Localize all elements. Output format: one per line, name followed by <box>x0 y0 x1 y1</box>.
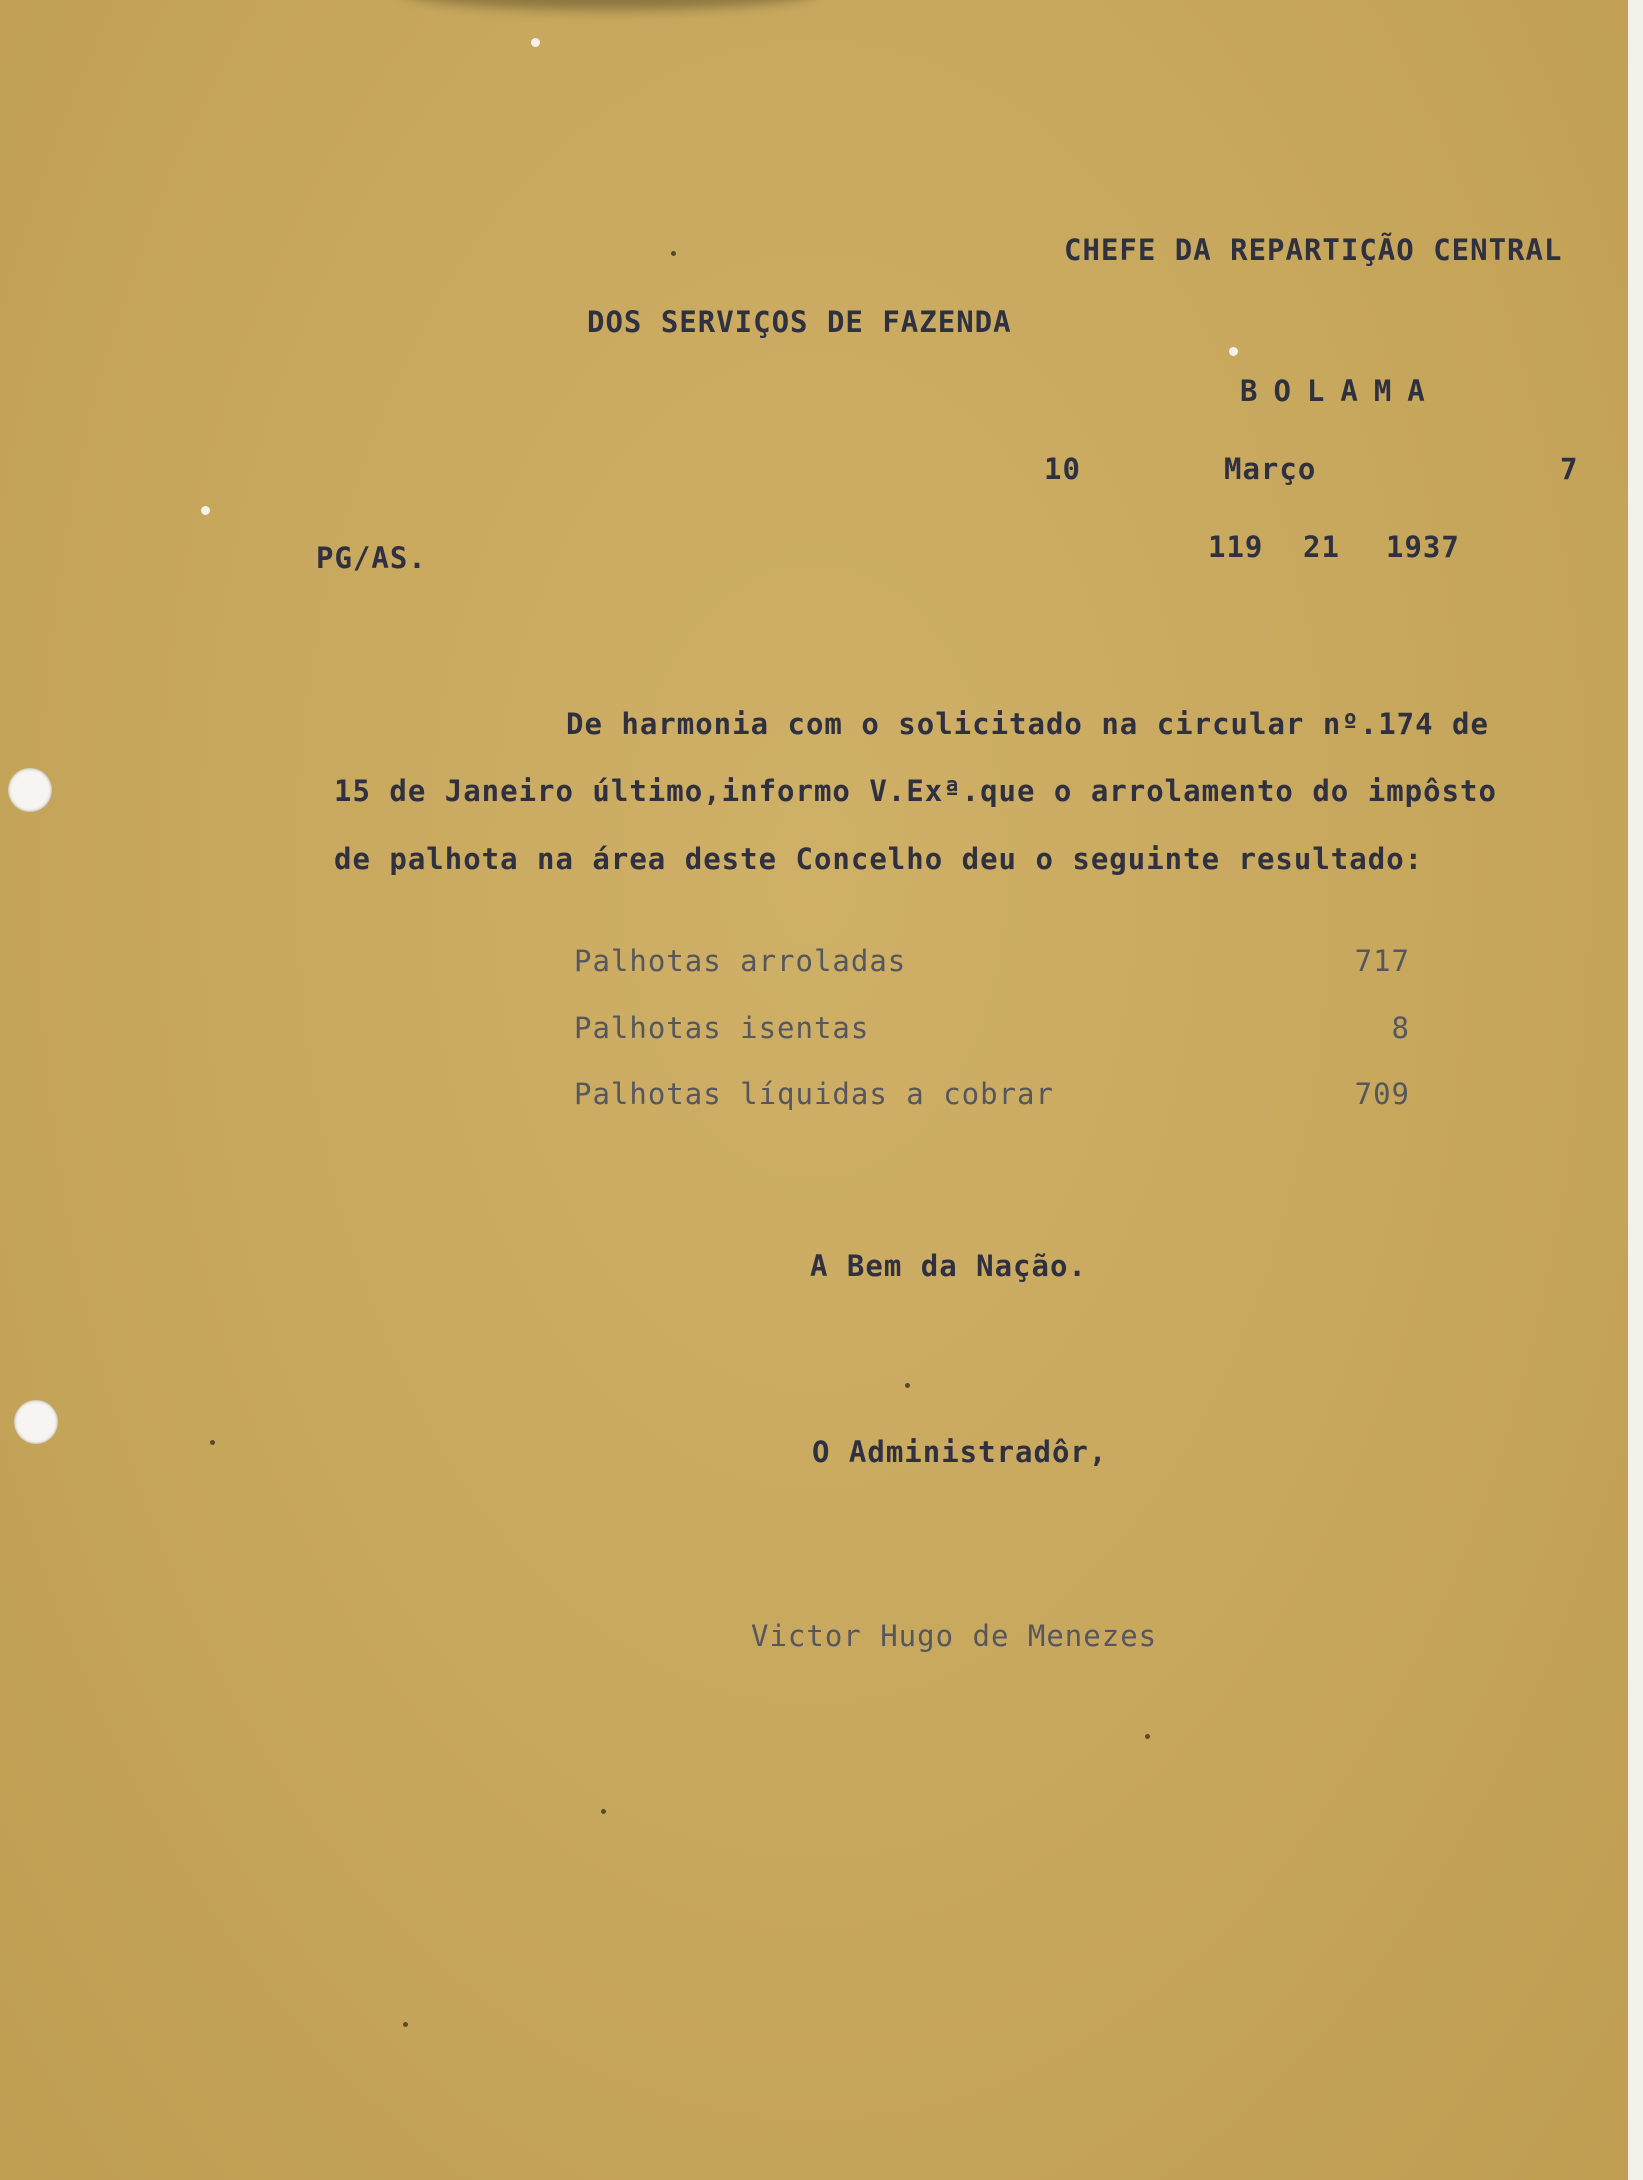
table-row-value: 8 <box>1391 1011 1410 1045</box>
date-month: Março <box>1224 452 1317 486</box>
speck <box>403 2022 408 2027</box>
speck <box>905 1383 910 1388</box>
speck <box>1145 1734 1150 1739</box>
signatory-title: O Administradôr, <box>812 1435 1108 1469</box>
table-row-label: Palhotas arroladas <box>574 944 907 978</box>
body-line2: 15 de Janeiro último,informo V.Exª.que o arrolamento do impôsto <box>334 774 1497 808</box>
location: BOLAMA <box>1240 374 1441 408</box>
speck <box>531 38 540 47</box>
recipient-line2: DOS SERVIÇOS DE FAZENDA <box>587 305 1012 339</box>
date-year-digit: 7 <box>1560 452 1579 486</box>
scan-edge <box>1628 0 1643 2180</box>
table-row-value: 709 <box>1354 1077 1410 1111</box>
speck <box>210 1440 215 1445</box>
speck <box>601 1809 606 1814</box>
punch-hole-top <box>8 768 52 812</box>
table-row-label: Palhotas líquidas a cobrar <box>574 1077 1054 1111</box>
reference-number2: 21 <box>1303 530 1340 564</box>
body-line1: De harmonia com o solicitado na circular nº.174 de <box>566 707 1489 741</box>
table-row-value: 717 <box>1354 944 1410 978</box>
stain <box>400 0 820 10</box>
reference-number: 119 <box>1208 530 1264 564</box>
speck <box>201 506 210 515</box>
reference-year: 1937 <box>1386 530 1460 564</box>
speck <box>1229 347 1238 356</box>
speck <box>671 251 676 256</box>
recipient-line1: CHEFE DA REPARTIÇÃO CENTRAL <box>1064 233 1563 267</box>
signatory-name: Victor Hugo de Menezes <box>751 1619 1158 1653</box>
date-day: 10 <box>1044 452 1081 486</box>
table-row-label: Palhotas isentas <box>574 1011 870 1045</box>
salutation: A Bem da Nação. <box>810 1249 1087 1283</box>
reference-code: PG/AS. <box>316 541 427 575</box>
body-line3: de palhota na área deste Concelho deu o seguinte resultado: <box>334 842 1424 876</box>
punch-hole-bottom <box>14 1400 58 1444</box>
